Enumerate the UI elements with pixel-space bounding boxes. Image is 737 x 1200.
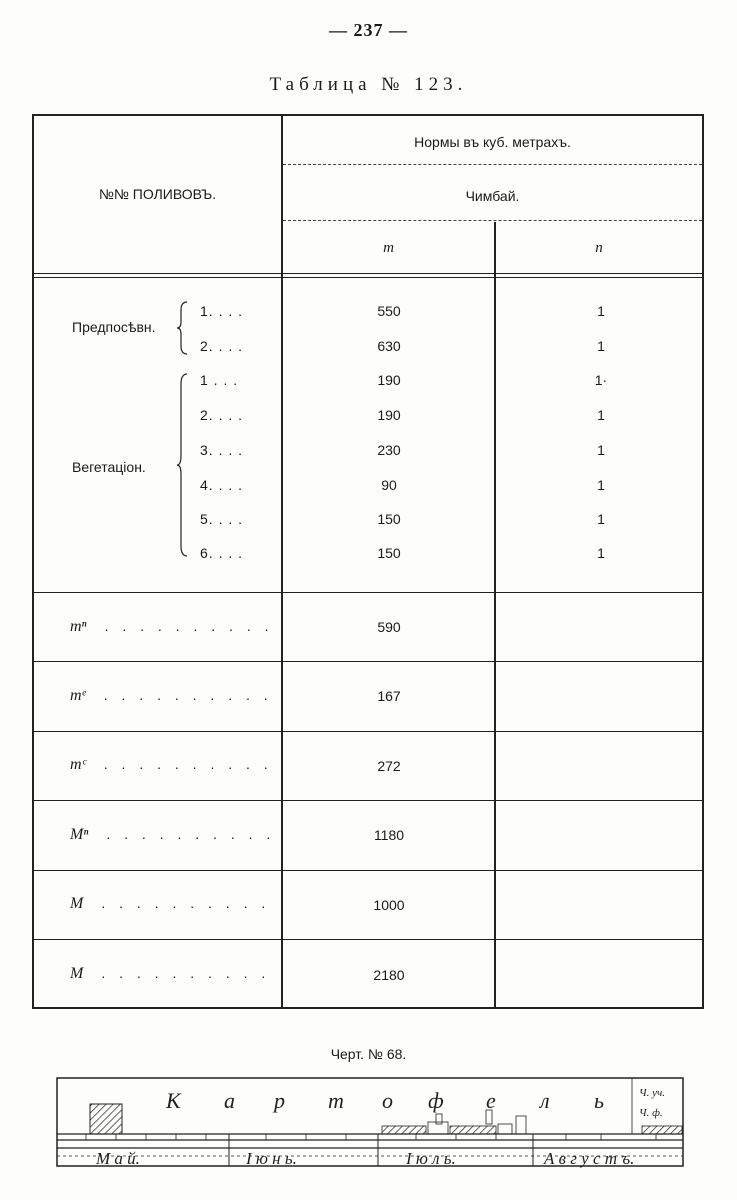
header-divider-top [283,164,702,165]
month-label: М а й. [96,1149,140,1168]
subheader-m: m [383,240,394,256]
month-label: І ю л ь. [406,1149,456,1168]
header-divider-mid [283,220,702,221]
figure-title-letter: К [166,1088,181,1113]
leader-dots: . . . . . . . . . . [101,895,271,911]
leader-dots: . . . . . . . . . . [104,618,274,634]
value-n: 1 [597,477,605,493]
value-n: 1 [597,407,605,423]
summary-row [70,618,274,636]
header-bottom-rule [34,273,702,278]
summary-row [70,965,270,983]
figure-title-letter: ф [428,1088,444,1113]
summary-row [70,895,270,913]
header-norms: Нормы въ куб. метрахъ. [414,134,571,150]
subheader-n: n [595,240,603,256]
value-n: 1 [597,442,605,458]
month-label: І ю н ь. [246,1149,297,1168]
summary-value: 1180 [373,827,405,843]
summary-row [70,687,273,705]
summary-divider [34,939,702,940]
group-label-presowing: Предпосѣвн. [72,319,156,335]
value-m: 630 [377,338,401,354]
value-n: 1 [597,303,605,319]
group-label-vegetation: Вегетаціон. [72,459,146,475]
summary-divider [34,592,702,593]
figure-title-letter: л [540,1088,550,1113]
corner-label-bottom: Ч. ф. [639,1107,663,1119]
row-num: 5. . . . [200,511,244,527]
figure-title-letter: р [274,1088,285,1113]
value-m: 190 [377,407,401,423]
summary-label: mᶜ [70,756,86,773]
brace-vegetation [176,372,190,558]
value-n: 1 [597,338,605,354]
row-num: 1 . . . [200,372,239,388]
summary-row [70,756,273,774]
summary-label: mᵉ [70,687,86,704]
figure-title-letter: о [382,1088,393,1113]
value-m: 90 [381,477,397,493]
page-number: — 237 — [329,20,408,40]
leader-dots: . . . . . . . . . . [101,965,271,981]
summary-label: M [70,965,84,982]
row-num: 3. . . . [200,442,244,458]
irrigation-schedule-figure [56,1076,686,1168]
table-title: Таблица № 123. [269,74,468,95]
summary-divider [34,661,702,662]
summary-value: 167 [377,688,401,704]
row-num: 2. . . . [200,407,244,423]
summary-divider [34,870,702,871]
figure-title-letter: е [486,1088,496,1113]
header-location: Чимбай. [465,188,520,204]
row-num: 2. . . . [200,338,244,354]
summary-row [70,826,275,844]
col1-header: №№ ПОЛИВОВЪ. [98,186,217,202]
leader-dots: . . . . . . . . . . [103,756,273,772]
figure-title-letter: т [328,1088,344,1113]
value-m: 150 [377,511,401,527]
summary-value: 1000 [373,897,405,913]
summary-value: 590 [377,619,401,635]
brace-presowing [176,300,190,356]
value-n: 1 [597,511,605,527]
leader-dots: . . . . . . . . . . [106,826,276,842]
figure-caption: Черт. № 68. [330,1046,407,1062]
value-n: 1· [594,372,608,388]
value-n: 1 [597,545,605,561]
figure-title-letter: ь [594,1088,605,1113]
row-num: 1. . . . [200,303,244,319]
summary-label: M [70,895,84,912]
row-num: 6. . . . [200,545,244,561]
leader-dots: . . . . . . . . . . [103,687,273,703]
month-label: А в г у с т ъ. [544,1149,635,1168]
row-num: 4. . . . [200,477,244,493]
summary-divider [34,731,702,732]
value-m: 550 [377,303,401,319]
corner-label-top: Ч. уч. [639,1087,665,1099]
value-m: 230 [377,442,401,458]
summary-value: 2180 [373,967,405,983]
value-m: 150 [377,545,401,561]
summary-label: Mⁿ [70,826,89,843]
irrigation-norms-table [32,114,704,1009]
figure-title-letter: а [224,1088,235,1113]
summary-divider [34,800,702,801]
summary-label: mⁿ [70,618,87,635]
value-m: 190 [377,372,401,388]
summary-value: 272 [377,758,401,774]
